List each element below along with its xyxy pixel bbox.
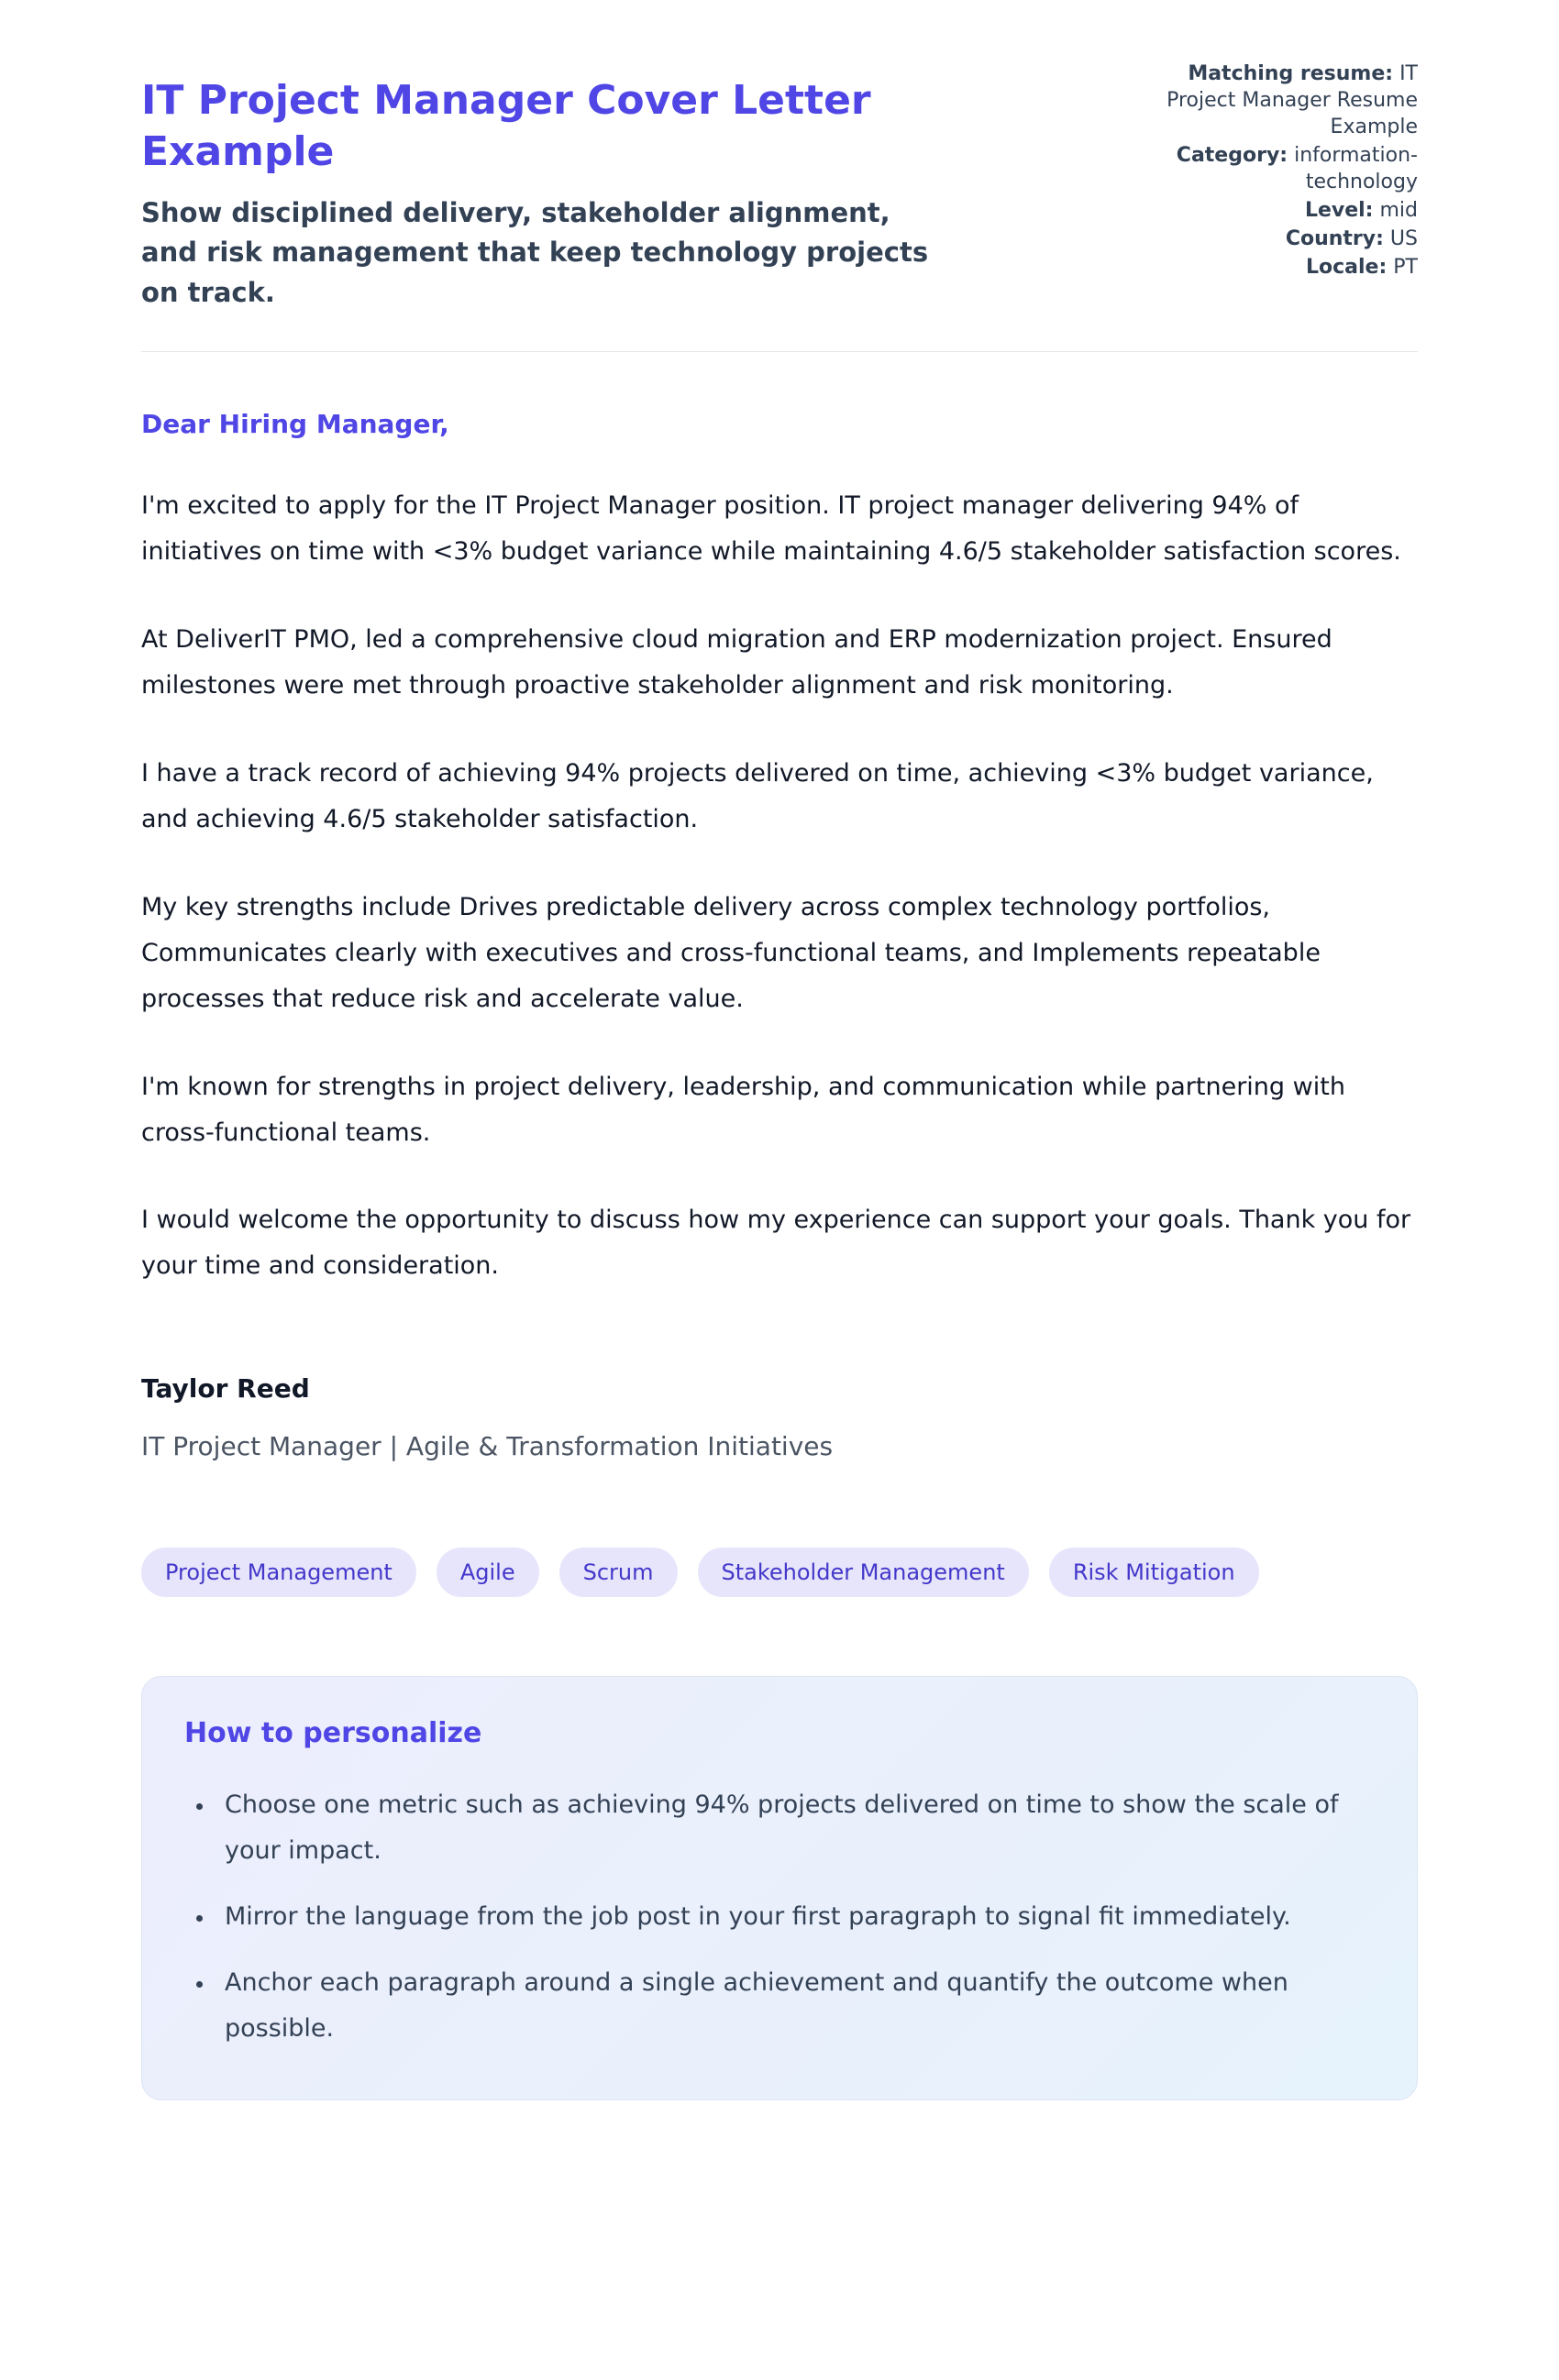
meta-level [1124, 197, 1418, 224]
skill-tag: Stakeholder Management [698, 1548, 1029, 1597]
resume-meta-block [1124, 53, 1418, 282]
header-title-block [141, 53, 948, 313]
letter-paragraph: I have a track record of achieving 94% projects delivered on time, achieving <3% budget variance, and achieving 4.6/5 stakeholder satisfaction. [141, 758, 1374, 833]
page-header [141, 53, 1418, 313]
personalize-heading: How to personalize [184, 1717, 482, 1750]
how-to-personalize-card [141, 1676, 1418, 2100]
personalize-tip: • Mirror the language from the job post in your first paragraph to signal fit immediately. [216, 1894, 1375, 1940]
skill-tag: Agile [437, 1548, 539, 1597]
meta-category [1124, 142, 1418, 195]
meta-label: Level: [1304, 199, 1374, 223]
meta-value: PT [1393, 256, 1418, 280]
signature-role: IT Project Manager | Agile & Transformation Initiatives [141, 1431, 834, 1462]
meta-label: Country: [1285, 227, 1384, 251]
page-subtitle: Show disciplined delivery, stakeholder alignment, and risk management that keep technology projects on track. [141, 196, 929, 308]
skill-tags [141, 1548, 1418, 1597]
meta-value: information-technology [1294, 144, 1418, 194]
skill-tag: Project Management [141, 1548, 416, 1597]
salutation: Dear Hiring Manager, [141, 409, 449, 440]
skill-tag: Risk Mitigation [1049, 1548, 1259, 1597]
meta-value: mid [1379, 199, 1418, 223]
meta-locale [1124, 254, 1418, 281]
meta-label: Matching resume: [1188, 62, 1394, 85]
cover-letter-body [141, 409, 1418, 1461]
page-container [141, 0, 1418, 2100]
meta-label: Locale: [1306, 256, 1388, 280]
personalize-tip: • Anchor each paragraph around a single achievement and quantify the outcome when possible. [216, 1960, 1375, 2052]
signature-block [141, 1373, 1418, 1461]
meta-label: Category: [1176, 144, 1288, 168]
skill-tag: Scrum [559, 1548, 678, 1597]
personalize-tips-list [184, 1782, 1375, 2052]
letter-paragraph: I'm excited to apply for the IT Project Manager position. IT project manager delivering 94% of initiatives on time with <3% budget variance while maintaining 4.6/5 stakeholder satisfaction scores. [141, 491, 1401, 567]
meta-value: US [1389, 227, 1418, 251]
meta-country [1124, 226, 1418, 252]
letter-paragraph: I would welcome the opportunity to discuss how my experience can support your goals. Thank you for your time and consideration. [141, 1206, 1411, 1281]
meta-value: IT Project Manager Resume Example [1166, 62, 1418, 139]
letter-paragraph: I'm known for strengths in project delivery, leadership, and communication while partnering with cross-functional teams. [141, 1072, 1345, 1147]
page-title: IT Project Manager Cover Letter Example [141, 77, 871, 176]
header-divider [141, 351, 1418, 352]
letter-paragraph: At DeliverIT PMO, led a comprehensive cloud migration and ERP modernization project. Ensured milestones were met through proactive stakeholder alignment and risk monitoring. [141, 625, 1332, 700]
letter-paragraph: My key strengths include Drives predictable delivery across complex technology portfolios, Communicates clearly with executives and cross-functional teams, and Implements repeatable processes that reduce risk and accelerate value. [141, 892, 1321, 1013]
personalize-tip: • Choose one metric such as achieving 94% projects delivered on time to show the scale of your impact. [216, 1782, 1375, 1874]
meta-matching-resume [1124, 61, 1418, 140]
signature-name: Taylor Reed [141, 1373, 310, 1405]
